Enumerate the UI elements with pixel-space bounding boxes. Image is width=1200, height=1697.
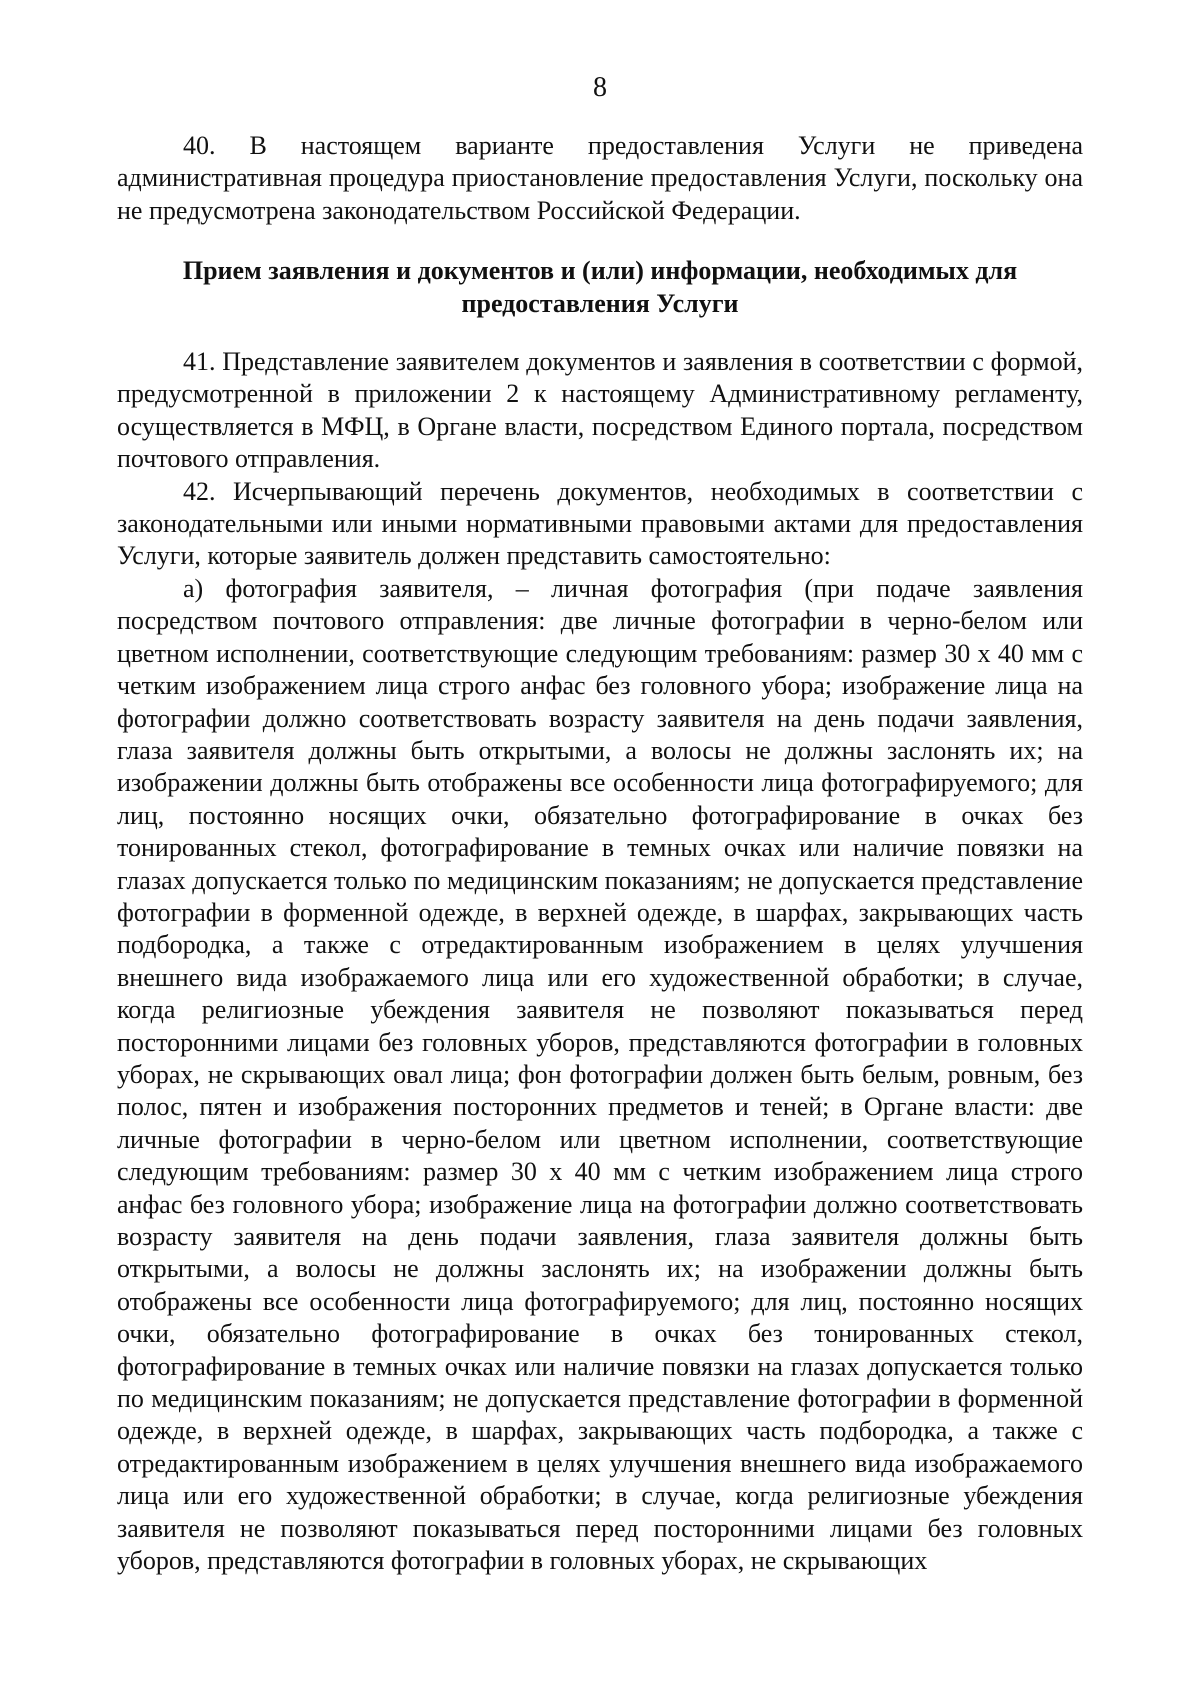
paragraph-41: 41. Представление заявителем документов и заявления в соответствии с формой, предусмотренной в приложении 2 к настоящему Административному регламенту, осуществляется в МФЦ, в Органе власти, посредством Единого портала, посредством почтового отправления. xyxy=(117,347,1083,474)
document-body xyxy=(117,130,1083,1577)
section-heading-line-2: предоставления Услуги xyxy=(461,288,739,318)
paragraph-42-item-a: а) фотография заявителя, – личная фотография (при подаче заявления посредством почтового отправления: две личные фотографии в черно-белом или цветном исполнении, соответствующие следующим требованиям: размер 30 х 40 мм с четким изображением лица строго анфас без головного убора; изображение лица на фотографии должно соответствовать возрасту заявителя на день подачи заявления, глаза заявителя должны быть открытыми, а волосы не должны заслонять их; на изображении должны быть отображены все особенности лица фотографируемого; для лиц, постоянно носящих очки, обязательно фотографирование в очках без тонированных стекол, фотографирование в темных очках или наличие повязки на глазах допускается только по медицинским показаниям; не допускается представление фотографии в форменной одежде, в верхней одежде, в шарфах, закрывающих часть подбородка, а также с отредактированным изображением в целях улучшения внешнего вида изображаемого лица или его художественной обработки; в случае, когда религиозные убеждения заявителя не позволяют показываться перед посторонними лицами без головных уборов, представляются фотографии в головных уборах, не скрывающих овал лица; фон фотографии должен быть белым, ровным, без полос, пятен и изображения посторонних предметов и теней; в Органе власти: две личные фотографии в черно-белом или цветном исполнении, соответствующие следующим требованиям: размер 30 х 40 мм с четким изображением лица строго анфас без головного убора; изображение лица на фотографии должно соответствовать возрасту заявителя на день подачи заявления, глаза заявителя должны быть открытыми, а волосы не должны заслонять их; на изображении должны быть отображены все особенности лица фотографируемого; для лиц, постоянно носящих очки, обязательно фотографирование в очках без тонированных стекол, фотографирование в темных очках или наличие повязки на глазах допускается только по медицинским показаниям; не допускается представление фотографии в форменной одежде, в верхней одежде, в шарфах, закрывающих часть подбородка, а также с отредактированным изображением в целях улучшения внешнего вида изображаемого лица или его художественной обработки; в случае, когда религиозные убеждения заявителя не позволяют показываться перед посторонними лицами без головных уборов, представляются фотографии в головных уборах, не скрывающих xyxy=(117,573,1083,1576)
section-heading xyxy=(117,255,1083,320)
page-number: 8 xyxy=(593,72,607,103)
paragraph-40: 40. В настоящем варианте предоставления Услуги не приведена административная процедура приостановление предоставления Услуги, поскольку она не предусмотрена законодательством Российской Федерации. xyxy=(117,131,1083,225)
section-heading-line-1: Прием заявления и документов и (или) информации, необходимых для xyxy=(182,256,1018,286)
paragraph-42: 42. Исчерпывающий перечень документов, необходимых в соответствии с законодательными или иными нормативными правовыми актами для предоставления Услуги, которые заявитель должен представить самостоятельно: xyxy=(117,476,1083,571)
